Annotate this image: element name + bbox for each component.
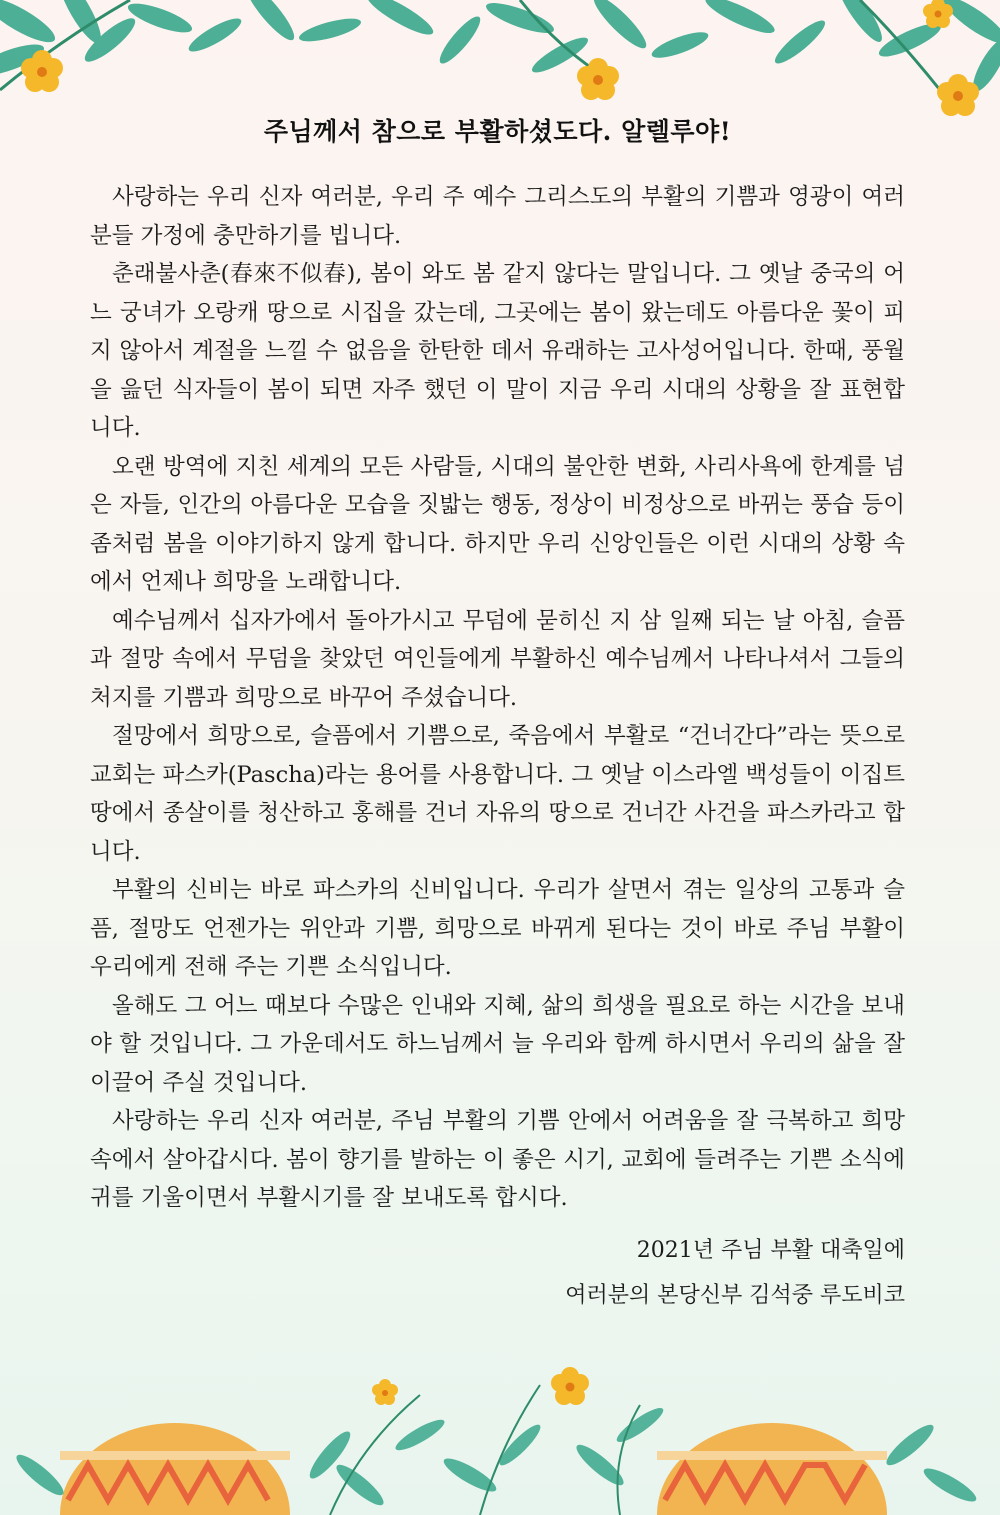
paragraph: 절망에서 희망으로, 슬픔에서 기쁨으로, 죽음에서 부활로 “건너간다”라는 뜻으로 교회는 파스카(Pascha)라는 용어를 사용합니다. 그 옛날 이스라엘 백성들이 이집트 땅에서 종살이를 청산하고 홍해를 건너 자유의 땅으로 건너간 사건을 파스카라고 합니다. bbox=[90, 723, 905, 865]
letter-title: 주님께서 참으로 부활하셨도다. 알렐루야! bbox=[263, 117, 732, 146]
paragraph: 춘래불사춘(春來不似春), 봄이 와도 봄 같지 않다는 말입니다. 그 옛날 중국의 어느 궁녀가 오랑캐 땅으로 시집을 갔는데, 그곳에는 봄이 왔는데도 아름다운 꽃이 피지 않아서 계절을 느낄 수 없음을 한탄한 데서 유래하는 고사성어입니다. 한때, 풍월을 읊던 식자들이 봄이 되면 자주 했던 이 말이 지금 우리 시대의 상황을 잘 표현합니다. bbox=[90, 261, 905, 441]
signature-block bbox=[90, 1228, 905, 1318]
paragraph: 사랑하는 우리 신자 여러분, 우리 주 예수 그리스도의 부활의 기쁨과 영광이 여러분들 가정에 충만하기를 빕니다. bbox=[90, 184, 905, 249]
signature-date: 2021년 주님 부활 대축일에 bbox=[636, 1237, 905, 1263]
flower-icon bbox=[372, 1367, 589, 1405]
easter-egg-icon bbox=[657, 1423, 887, 1515]
paragraph: 부활의 신비는 바로 파스카의 신비입니다. 우리가 살면서 겪는 일상의 고통과 슬픔, 절망도 언젠가는 위안과 기쁨, 희망으로 바뀌게 된다는 것이 바로 주님 부활이 우리에게 전해 주는 기쁜 소식입니다. bbox=[90, 877, 905, 980]
paragraph: 올해도 그 어느 때보다 수많은 인내와 지혜, 삶의 희생을 필요로 하는 시간을 보내야 할 것입니다. 그 가운데서도 하느님께서 늘 우리와 함께 하시면서 우리의 삶을 잘 이끌어 주실 것입니다. bbox=[90, 992, 905, 1096]
paragraph: 사랑하는 우리 신자 여러분, 주님 부활의 기쁨 안에서 어려움을 잘 극복하고 희망 속에서 살아갑시다. 봄이 향기를 발하는 이 좋은 시기, 교회에 들려주는 기쁜 소식에 귀를 기울이면서 부활시기를 잘 보내도록 합시다. bbox=[90, 1108, 905, 1211]
signature-name: 여러분의 본당신부 김석중 루도비코 bbox=[565, 1282, 905, 1308]
paragraph: 예수님께서 십자가에서 돌아가시고 무덤에 묻히신 지 삼 일째 되는 날 아침, 슬픔과 절망 속에서 무덤을 찾았던 여인들에게 부활하신 예수님께서 나타나셔서 그들의 처지를 기쁨과 희망으로 바꾸어 주셨습니다. bbox=[90, 607, 905, 711]
paragraph: 오랜 방역에 지친 세계의 모든 사람들, 시대의 불안한 변화, 사리사욕에 한계를 넘은 자들, 인간의 아름다운 모습을 짓밟는 행동, 정상이 비정상으로 바뀌는 풍습 등이 좀처럼 봄을 이야기하지 않게 합니다. 하지만 우리 신앙인들은 이런 시대의 상황 속에서 언제나 희망을 노래합니다. bbox=[90, 453, 905, 595]
flower-icon bbox=[21, 0, 979, 116]
easter-egg-icon bbox=[60, 1423, 290, 1515]
bottom-easter-decoration bbox=[0, 1315, 1000, 1515]
letter-body bbox=[90, 112, 905, 1318]
